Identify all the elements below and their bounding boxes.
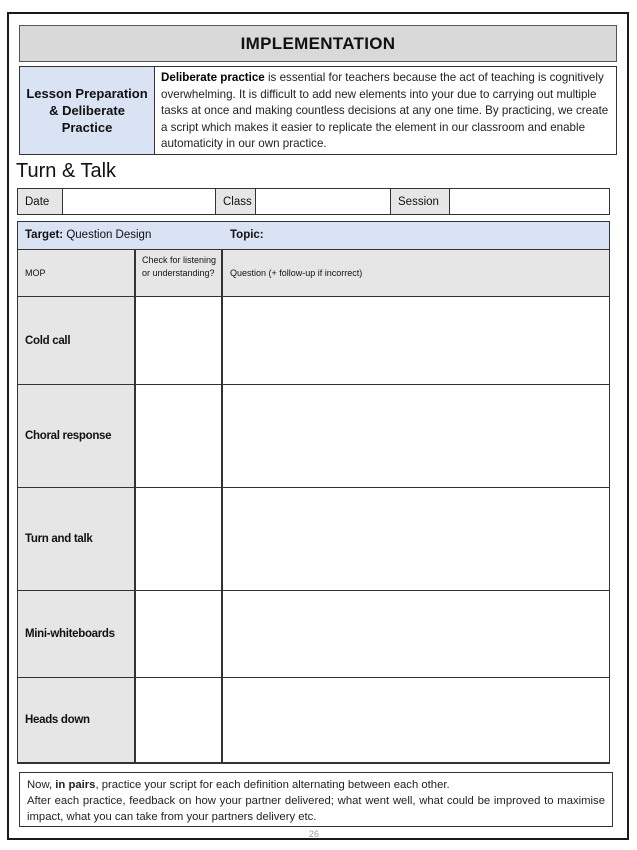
- class-field[interactable]: [256, 189, 391, 214]
- meta-row: [17, 188, 610, 215]
- table-header-row: [18, 250, 609, 297]
- col-check-header: Check for listening or understanding?: [142, 255, 217, 278]
- intro-text: [155, 67, 616, 154]
- column-divider: [221, 250, 223, 763]
- topic-label: Topic:: [230, 229, 264, 241]
- page-title: IMPLEMENTATION: [240, 33, 396, 53]
- instructions-note: [19, 772, 613, 827]
- target-label: Target:: [25, 229, 64, 241]
- page-number: 26: [309, 829, 320, 839]
- class-label: Class: [216, 189, 256, 214]
- target-value: Question Design: [66, 229, 152, 241]
- note-line2: After each practice, feedback on how your partner delivered; what went well, what could be improved to maximise impact, what you can take from your partners delivery etc.: [27, 795, 605, 823]
- page-header: [19, 25, 617, 62]
- date-field[interactable]: [63, 189, 216, 214]
- note-bold: in pairs: [55, 779, 96, 791]
- date-label: Date: [18, 189, 63, 214]
- target-row: [18, 222, 609, 250]
- intro-label: Lesson Preparation & Deliberate Practice: [20, 67, 155, 154]
- mop-cell: Choral response: [18, 385, 135, 487]
- mop-cell: Heads down: [18, 678, 135, 762]
- table-row: [18, 678, 609, 763]
- mop-cell: Cold call: [18, 297, 135, 384]
- target: [25, 229, 151, 241]
- intro-bold-term: Deliberate practice: [161, 71, 265, 84]
- mop-cell: Turn and talk: [18, 488, 135, 590]
- col-question-header: Question (+ follow-up if incorrect): [230, 268, 363, 278]
- note-line1: , practice your script for each definition alternating between each other.: [95, 779, 450, 791]
- table-row: [18, 591, 609, 678]
- session-label: Session: [391, 189, 450, 214]
- practice-table: [17, 221, 610, 764]
- column-divider: [134, 250, 136, 763]
- note-prefix: Now,: [27, 779, 53, 791]
- section-subtitle: Turn & Talk: [16, 160, 117, 182]
- table-row: [18, 488, 609, 591]
- table-row: [18, 297, 609, 385]
- col-mop-header: MOP: [25, 268, 46, 278]
- session-field[interactable]: [450, 189, 609, 214]
- mop-cell: Mini-whiteboards: [18, 591, 135, 677]
- intro-body: is essential for teachers because the act of teaching is cognitively overwhelming. It is difficult to add new elements into your due to carrying out multiple tasks at once and making countless decisions at any one time. By practicing, we create a script which makes it easier to replicate the element in our classroom and enable automaticity in our own practice.: [161, 71, 609, 150]
- table-row: [18, 385, 609, 488]
- intro-box: [19, 66, 617, 155]
